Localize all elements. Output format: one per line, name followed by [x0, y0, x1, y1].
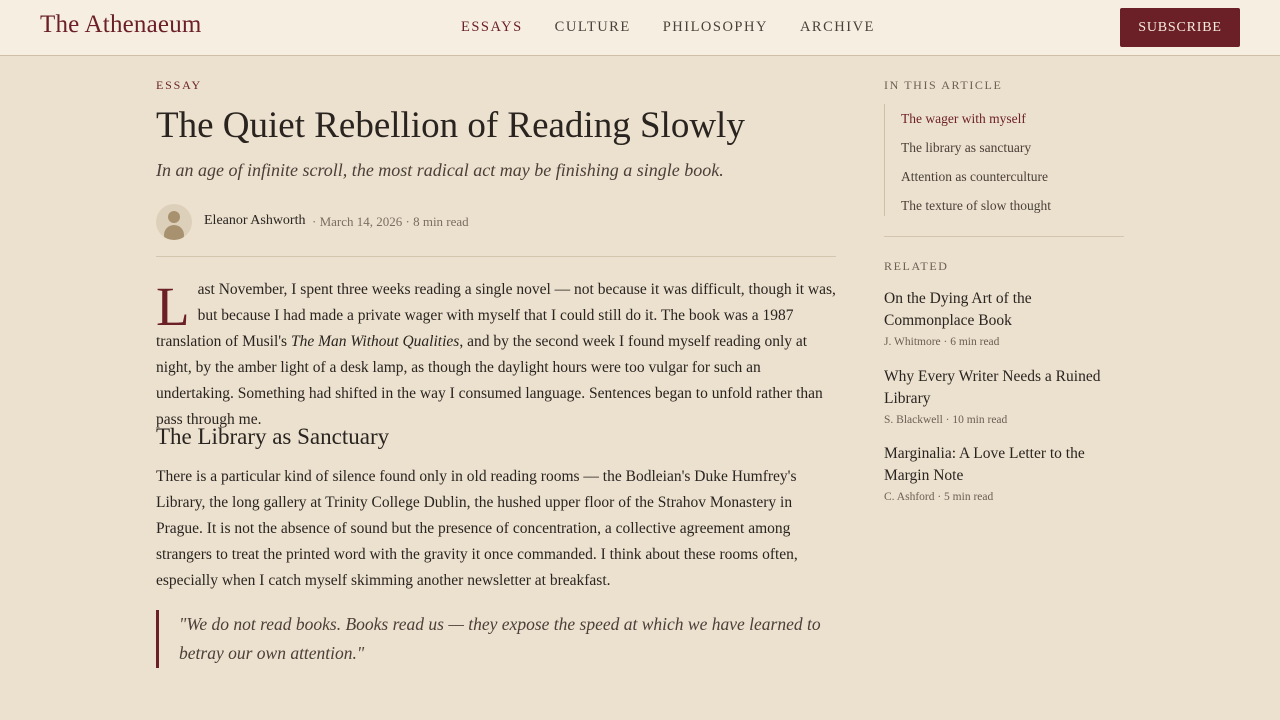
related-article-3[interactable]	[884, 443, 1124, 503]
toc-label: IN THIS ARTICLE	[884, 78, 1003, 92]
site-logo[interactable]: The Athenaeum	[40, 11, 202, 38]
paragraph-1-text-b: , and by the second week I found myself reading only at night, by the amber light of a desk lamp, as though the daylight hours were too vulgar for such an undertaking. Something had shifted in the way I consumed language. Sentences began to unfold rather than pass through me.	[156, 333, 823, 428]
nav-essays[interactable]: ESSAYS	[461, 19, 523, 35]
related-label: RELATED	[884, 259, 949, 273]
toc-item-library[interactable]: The library as sanctuary	[901, 140, 1032, 155]
avatar-head-shape	[168, 211, 180, 223]
article-paragraph-2: There is a particular kind of silence found only in old reading rooms — the Bodleian's Duke Humfrey's Library, the long gallery at Trinity College Dublin, the hushed upper floor of the Strahov Monastery in Prague. It is not the absence of sound but the presence of concentration, a collective agreement among strangers to treat the printed word with the gravity it once commanded. I think about these rooms often, especially when I catch myself skimming another newsletter at breakfast.	[156, 468, 798, 589]
table-of-contents	[884, 104, 1124, 216]
article-dek: In an age of infinite scroll, the most radical act may be finishing a single book.	[156, 160, 724, 180]
related-title[interactable]: Marginalia: A Love Letter to the Margin Note	[884, 445, 1085, 484]
related-meta: S. Blackwell · 10 min read	[884, 414, 1008, 426]
article-meta: · March 14, 2026 · 8 min read	[312, 214, 469, 229]
author-name[interactable]: Eleanor Ashworth	[204, 213, 306, 228]
subscribe-button[interactable]: SUBSCRIBE	[1120, 8, 1240, 47]
related-meta: C. Ashford · 5 min read	[884, 491, 994, 503]
nav-philosophy[interactable]: PHILOSOPHY	[662, 19, 768, 35]
related-meta: J. Whitmore · 6 min read	[884, 336, 1000, 348]
byline-divider	[156, 256, 836, 257]
pull-quote: "We do not read books. Books read us — they expose the speed at which we have learned to betray our own attention."	[156, 610, 836, 668]
book-title-emphasis: The Man Without Qualities	[290, 333, 460, 350]
paragraph-1-text-a: ast November, I spent three weeks reading a single novel — not because it was difficult, though it was, but because I had made a private wager with myself that I could still do it. The book was a 1987 translation of Musil's	[156, 281, 836, 350]
toc-item-attention[interactable]: Attention as counterculture	[901, 169, 1048, 184]
article-title: The Quiet Rebellion of Reading Slowly	[156, 105, 745, 146]
related-article-2[interactable]	[884, 366, 1124, 426]
related-article-1[interactable]	[884, 288, 1124, 348]
nav-archive[interactable]: ARCHIVE	[799, 19, 875, 35]
related-title[interactable]: On the Dying Art of the Commonplace Book	[884, 290, 1032, 329]
drop-cap: L	[156, 276, 190, 337]
related-title[interactable]: Why Every Writer Needs a Ruined Library	[884, 368, 1101, 407]
main-nav	[461, 19, 875, 36]
author-avatar[interactable]	[156, 204, 192, 240]
nav-culture[interactable]: CULTURE	[554, 19, 631, 35]
article-paragraph-1	[156, 277, 836, 433]
section-heading: The Library as Sanctuary	[156, 424, 390, 449]
site-header	[0, 0, 1280, 56]
toc-item-wager[interactable]: The wager with myself	[901, 111, 1026, 126]
toc-item-texture[interactable]: The texture of slow thought	[901, 198, 1051, 213]
article-kicker[interactable]: ESSAY	[156, 78, 202, 92]
sidebar-divider	[884, 236, 1124, 237]
avatar-body-shape	[164, 225, 184, 240]
byline	[156, 204, 836, 240]
